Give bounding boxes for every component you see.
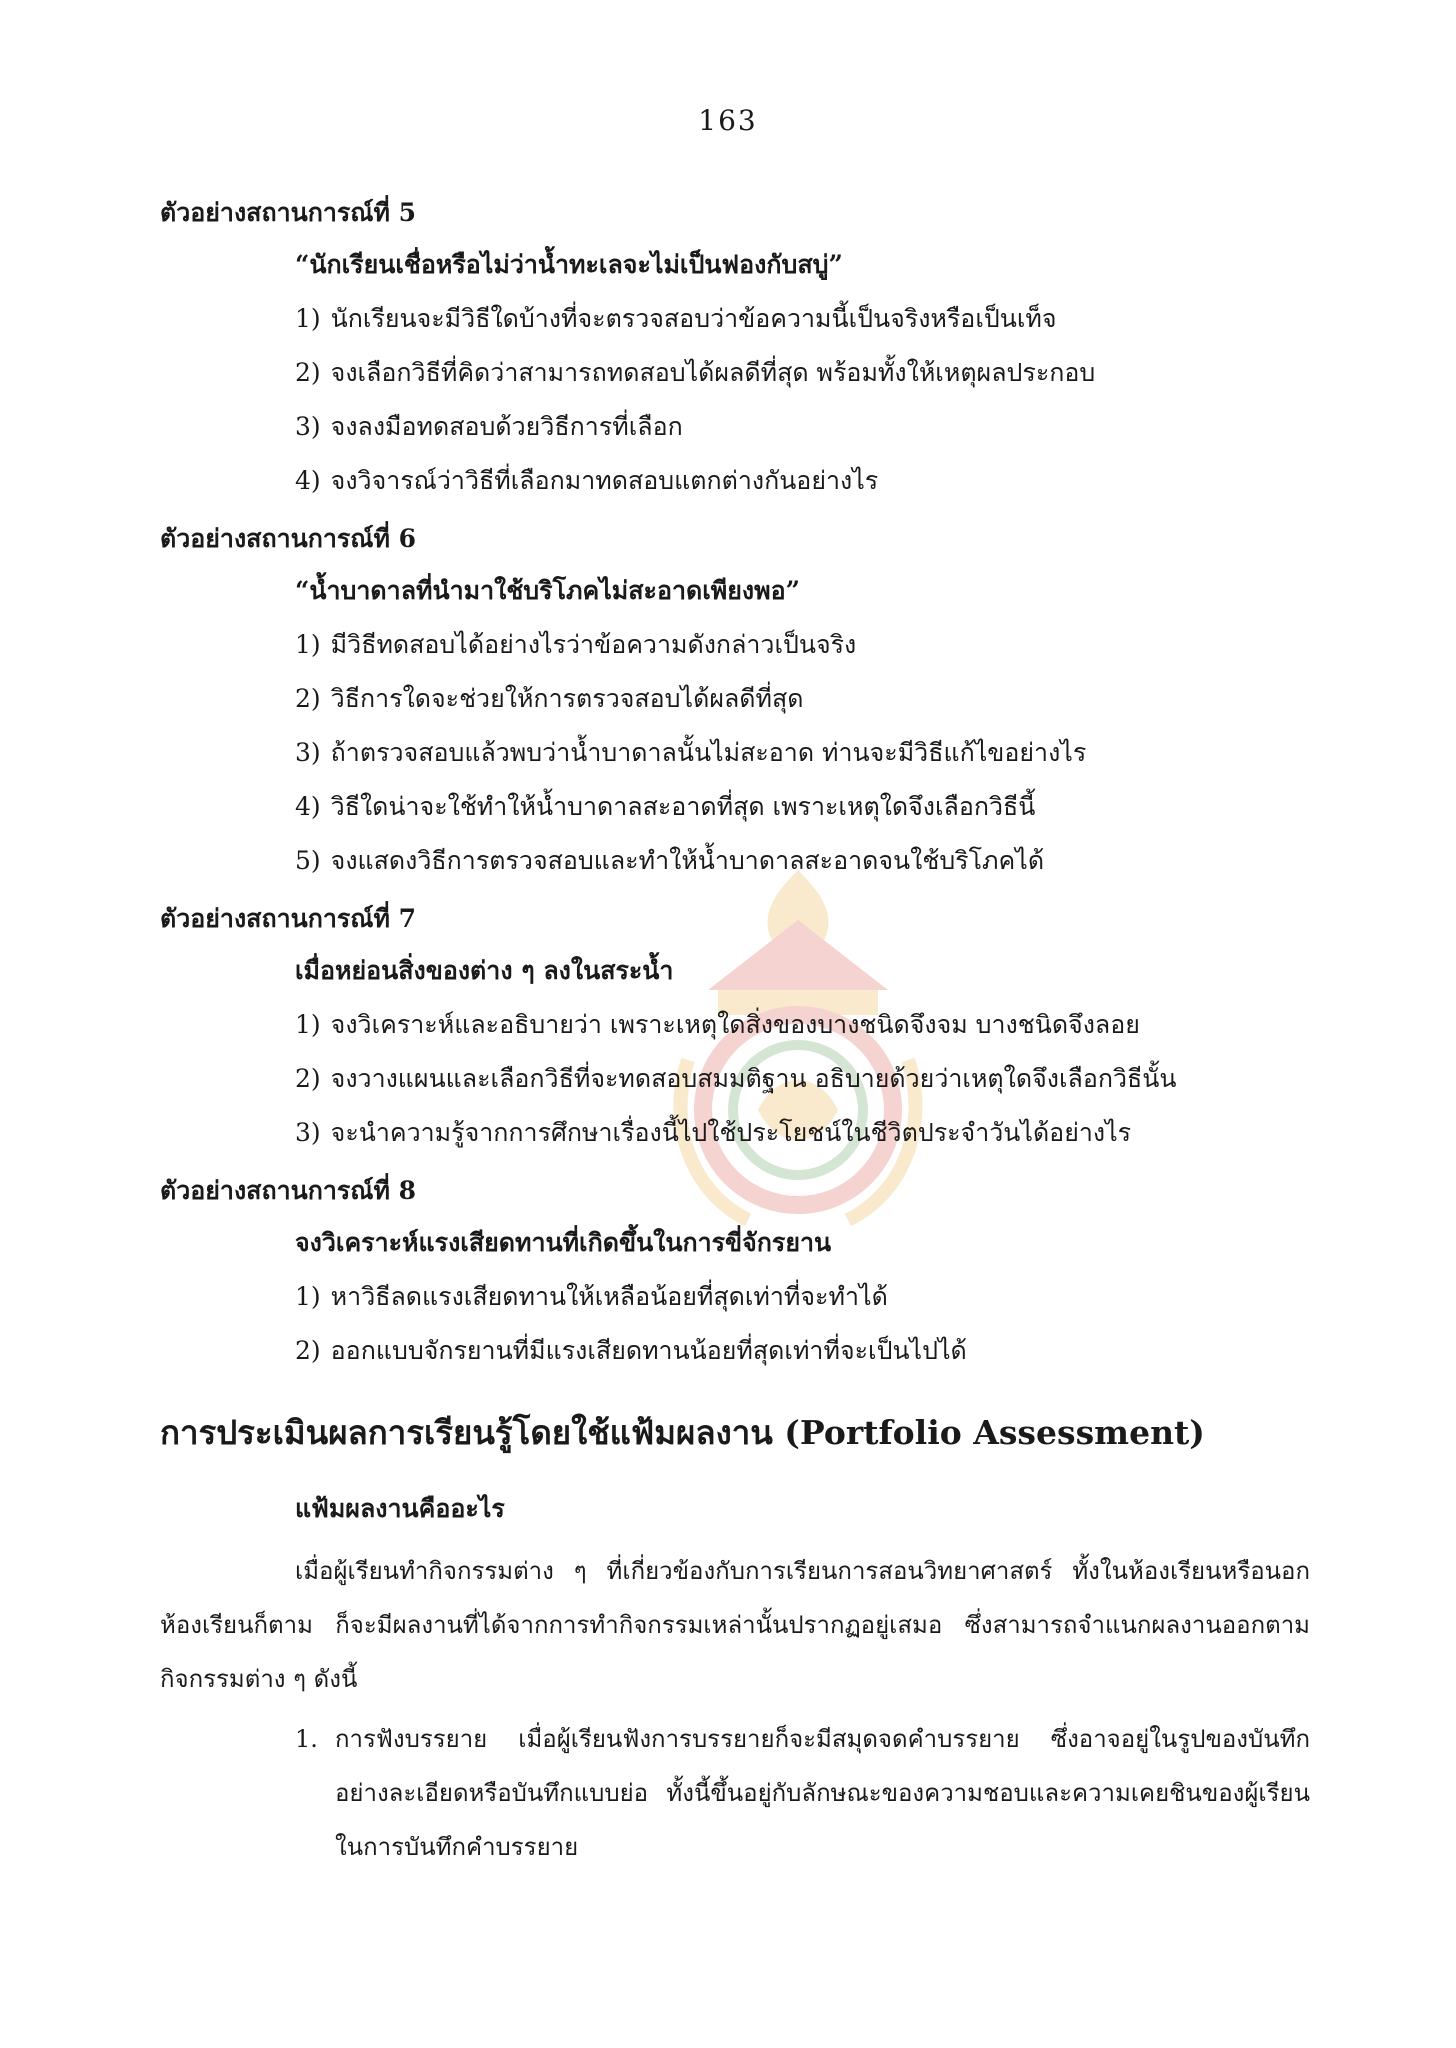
- list-item: [295, 292, 1310, 346]
- page-number: 163: [698, 104, 758, 137]
- list-item: [295, 726, 1310, 780]
- situation-8: [160, 1170, 1310, 1378]
- list-item: [295, 400, 1310, 454]
- item-text: จงวางแผนและเลือกวิธีที่จะทดสอบสมมติฐาน อธิบายด้วยว่าเหตุใดจึงเลือกวิธีนั้น: [330, 1064, 1177, 1093]
- item-number: 4): [295, 792, 321, 821]
- list-item: [295, 1324, 1310, 1378]
- situation-items: [160, 998, 1310, 1160]
- situation-heading: ตัวอย่างสถานการณ์ที่ 8: [160, 1176, 417, 1205]
- item-number: 5): [295, 846, 321, 875]
- list-item: [295, 780, 1310, 834]
- item-text: จงลงมือทดสอบด้วยวิธีการที่เลือก: [330, 412, 683, 441]
- situation-heading: ตัวอย่างสถานการณ์ที่ 6: [160, 524, 417, 553]
- item-text: ถ้าตรวจสอบแล้วพบว่าน้ำบาดาลนั้นไม่สะอาด ท่านจะมีวิธีแก้ไขอย่างไร: [330, 738, 1087, 767]
- item-number: 3): [295, 1118, 321, 1147]
- situation-5: [160, 192, 1310, 508]
- item-number: 3): [295, 738, 321, 767]
- item-number: 1): [295, 1010, 321, 1039]
- situation-items: [160, 618, 1310, 888]
- item-text: จงแสดงวิธีการตรวจสอบและทำให้น้ำบาดาลสะอาดจนใช้บริโภคได้: [330, 846, 1045, 875]
- situation-heading: ตัวอย่างสถานการณ์ที่ 7: [160, 904, 417, 933]
- situation-7: [160, 898, 1310, 1160]
- list-item: [295, 998, 1310, 1052]
- portfolio-heading: การประเมินผลการเรียนรู้โดยใช้แฟ้มผลงาน (Portfolio Assessment): [160, 1413, 1205, 1452]
- item-number: 2): [295, 1064, 321, 1093]
- item-text: จงเลือกวิธีที่คิดว่าสามารถทดสอบได้ผลดีที่สุด พร้อมทั้งให้เหตุผลประกอบ: [330, 358, 1096, 387]
- item-text: หาวิธีลดแรงเสียดทานให้เหลือน้อยที่สุดเท่าที่จะทำได้: [330, 1282, 888, 1311]
- item-text: การฟังบรรยาย เมื่อผู้เรียนฟังการบรรยายก็จะมีสมุดจดคำบรรยาย ซึ่งอาจอยู่ในรูปของบันทึกอย่างละเอียดหรือบันทึกแบบย่อ ทั้งนี้ขึ้นอยู่กับลักษณะของความชอบและความเคยชินของผู้เรียนในการบันทึกคำบรรยาย: [335, 1725, 1310, 1861]
- list-item: [295, 834, 1310, 888]
- item-number: 3): [295, 412, 321, 441]
- item-text: มีวิธีทดสอบได้อย่างไรว่าข้อความดังกล่าวเป็นจริง: [330, 630, 857, 659]
- list-item: [295, 1106, 1310, 1160]
- situation-title: จงวิเคราะห์แรงเสียดทานที่เกิดขึ้นในการขี่จักรยาน: [295, 1228, 832, 1257]
- list-item: [295, 1052, 1310, 1106]
- list-item: [295, 346, 1310, 400]
- item-text: นักเรียนจะมีวิธีใดบ้างที่จะตรวจสอบว่าข้อความนี้เป็นจริงหรือเป็นเท็จ: [330, 304, 1057, 333]
- item-number: 1): [295, 304, 321, 333]
- situation-6: [160, 518, 1310, 888]
- situation-items: [160, 292, 1310, 508]
- item-number: 1): [295, 1282, 321, 1311]
- item-number: 1): [295, 630, 321, 659]
- list-item: [295, 1712, 1310, 1874]
- item-number: 2): [295, 684, 321, 713]
- item-text: วิธีการใดจะช่วยให้การตรวจสอบได้ผลดีที่สุด: [330, 684, 804, 713]
- item-text: วิธีใดน่าจะใช้ทำให้น้ำบาดาลสะอาดที่สุด เพราะเหตุใดจึงเลือกวิธีนี้: [330, 792, 1036, 821]
- portfolio-subheading: แฟ้มผลงานคืออะไร: [295, 1494, 505, 1523]
- item-text: จงวิจารณ์ว่าวิธีที่เลือกมาทดสอบแตกต่างกันอย่างไร: [330, 466, 879, 495]
- list-item: [295, 618, 1310, 672]
- situation-title: “นักเรียนเชื่อหรือไม่ว่าน้ำทะเลจะไม่เป็นฟองกับสบู่”: [295, 250, 843, 279]
- list-item: [295, 454, 1310, 508]
- item-number: 2): [295, 1336, 321, 1365]
- item-text: จะนำความรู้จากการศึกษาเรื่องนี้ไปใช้ประโยชน์ในชีวิตประจำวันได้อย่างไร: [330, 1118, 1132, 1147]
- content: [160, 192, 1310, 1874]
- item-text: จงวิเคราะห์และอธิบายว่า เพราะเหตุใดสิ่งของบางชนิดจึงจม บางชนิดจึงลอย: [330, 1010, 1140, 1039]
- situation-title: “น้ำบาดาลที่นำมาใช้บริโภคไม่สะอาดเพียงพอ”: [295, 576, 801, 605]
- item-text: ออกแบบจักรยานที่มีแรงเสียดทานน้อยที่สุดเท่าที่จะเป็นไปได้: [330, 1336, 967, 1365]
- list-item: [295, 1270, 1310, 1324]
- item-number: 2): [295, 358, 321, 387]
- portfolio-paragraph: เมื่อผู้เรียนทำกิจกรรมต่าง ๆ ที่เกี่ยวข้องกับการเรียนการสอนวิทยาศาสตร์ ทั้งในห้องเรียนหรือนอกห้องเรียนก็ตาม ก็จะมีผลงานที่ได้จากการทำกิจกรรมเหล่านั้นปรากฏอยู่เสมอ ซึ่งสามารถจำแนกผลงานออกตามกิจกรรมต่าง ๆ ดังนี้: [160, 1557, 1310, 1693]
- item-number: 4): [295, 466, 321, 495]
- list-item: [295, 672, 1310, 726]
- situation-items: [160, 1270, 1310, 1378]
- situation-title: เมื่อหย่อนสิ่งของต่าง ๆ ลงในสระน้ำ: [295, 956, 674, 985]
- item-number: 1.: [295, 1725, 318, 1753]
- situation-heading: ตัวอย่างสถานการณ์ที่ 5: [160, 198, 417, 227]
